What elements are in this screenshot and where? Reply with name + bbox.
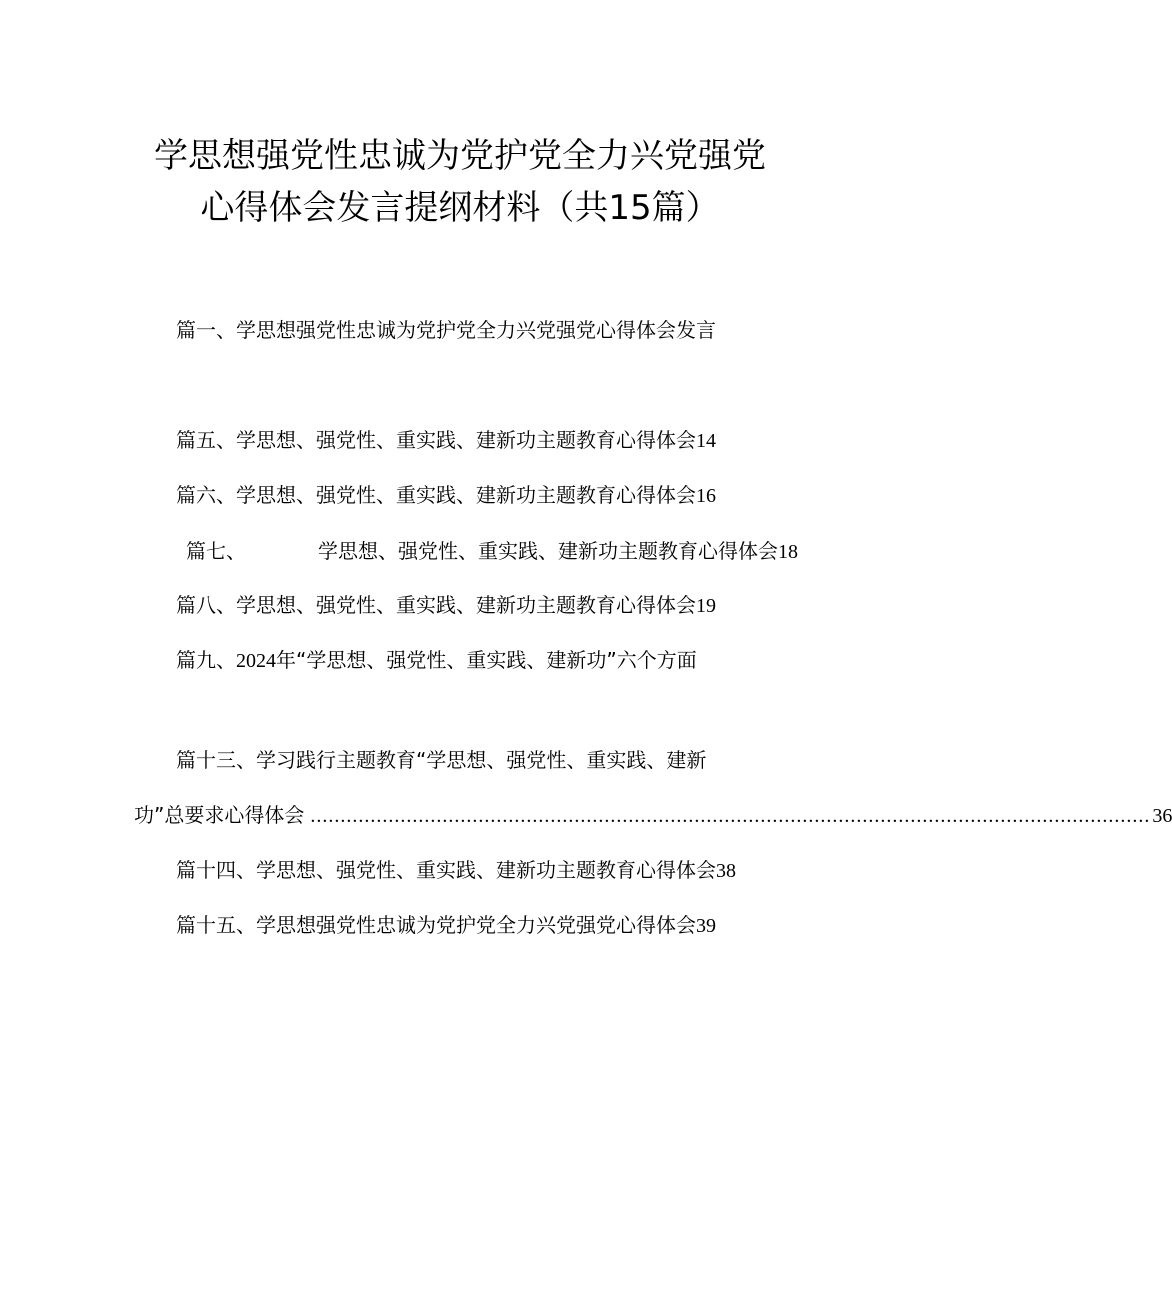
toc-entry-year: 2024: [236, 650, 276, 672]
toc-entry-14[interactable]: [176, 856, 736, 885]
toc-entry-text: 篇一、学思想强党性忠诚为党护党全力兴党强党心得体会发言: [176, 318, 716, 342]
toc-page-number: 36: [1152, 805, 1172, 827]
toc-entry-text: 篇六、学思想、强党性、重实践、建新功主题教育心得体会: [176, 483, 696, 507]
toc-entry-text: 学思想、强党性、重实践、建新功主题教育心得体会: [318, 539, 778, 563]
toc-entry-6[interactable]: [176, 481, 716, 510]
toc-entry-15[interactable]: [176, 911, 716, 940]
toc-entry-text: 篇八、学思想、强党性、重实践、建新功主题教育心得体会: [176, 593, 696, 617]
toc-entry-text: 篇十四、学思想、强党性、重实践、建新功主题教育心得体会: [176, 858, 716, 882]
toc-entry-prefix: 篇七、: [186, 539, 246, 563]
toc-entry-text: 篇十三、学习践行主题教育“学思想、强党性、重实践、建新: [176, 748, 707, 772]
toc-page-number: 38: [716, 860, 736, 882]
toc-entry-9[interactable]: [176, 646, 697, 675]
toc-page-number: 14: [696, 430, 716, 452]
toc-entry-prefix: 篇九、: [176, 648, 236, 672]
toc-page-number: 39: [696, 915, 716, 937]
toc-dot-leader: ............................................................................................................................................: [310, 805, 1151, 827]
toc-entry-text: 篇五、学思想、强党性、重实践、建新功主题教育心得体会: [176, 428, 696, 452]
toc-entry-7[interactable]: [186, 537, 798, 566]
toc-entry-13-line-1[interactable]: [176, 746, 706, 774]
toc-entry-1[interactable]: [176, 316, 716, 344]
toc-page-number: 18: [778, 541, 798, 563]
toc-entry-text: 年“学思想、强党性、重实践、建新功”六个方面: [276, 648, 697, 672]
title-line-2: 心得体会发言提纲材料（共15篇）: [200, 188, 720, 228]
toc-entry-5[interactable]: [176, 426, 716, 455]
toc-entry-text: 篇十五、学思想强党性忠诚为党护党全力兴党强党心得体会: [176, 913, 696, 937]
title-line-1: 学思想强党性忠诚为党护党全力兴党强党: [154, 136, 766, 176]
toc-page-number: 16: [696, 485, 716, 507]
toc-page-number: 19: [696, 595, 716, 617]
toc-entry-text: 功”总要求心得体会: [134, 803, 305, 827]
toc-entry-8[interactable]: [176, 591, 716, 620]
toc-entry-13-line-2[interactable]: [134, 801, 1172, 830]
